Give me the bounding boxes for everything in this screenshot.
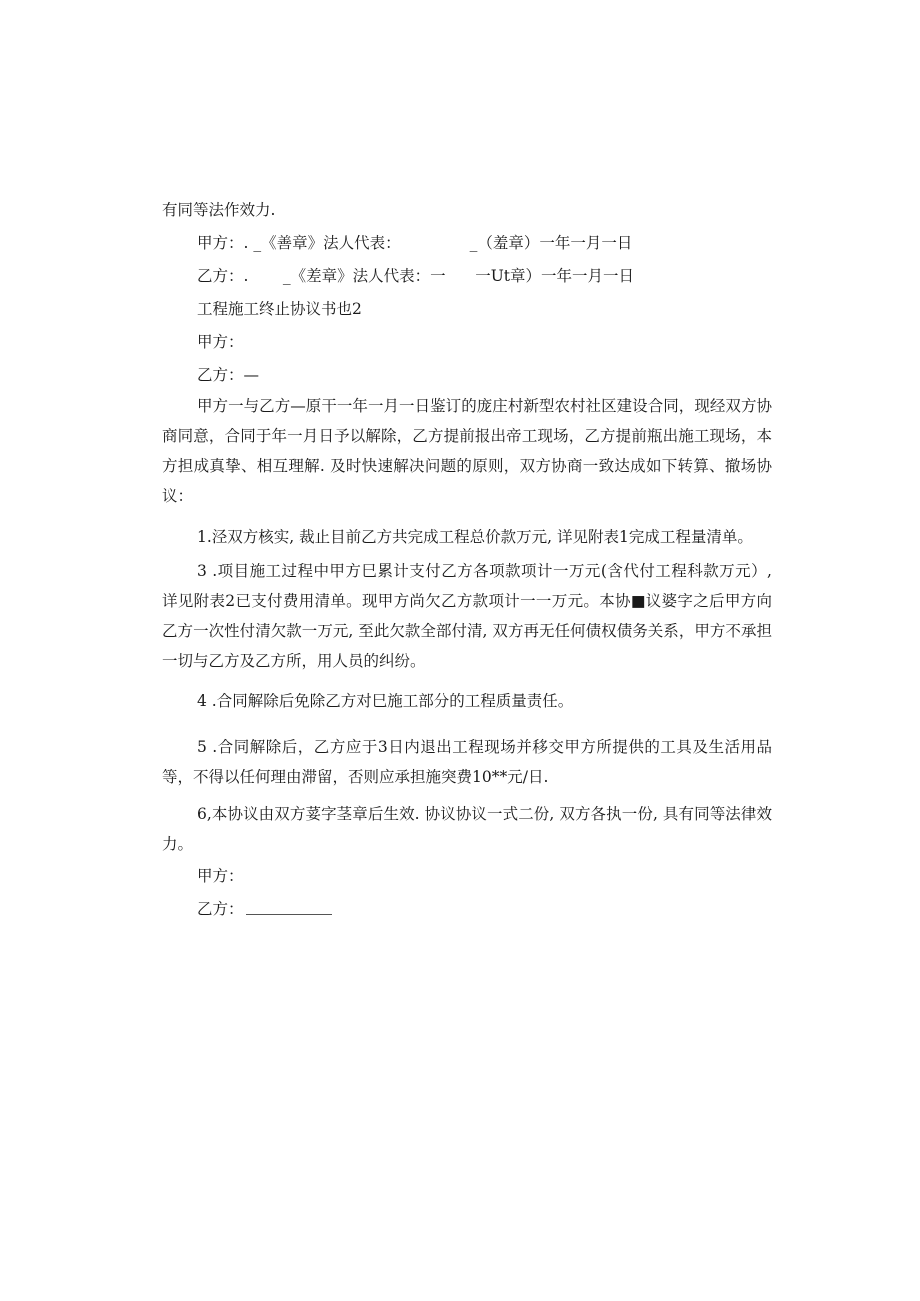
- clause-4: 4 .合同解除后免除乙方对巳施工部分的工程质量责任。: [197, 692, 574, 710]
- clause-1: 1.泾双方核实, 裁止目前乙方共完成工程总价款万元, 详见附表1完成工程量清单。: [197, 528, 753, 546]
- closing-party-a-label: 甲方：: [197, 867, 244, 885]
- party-b-label: 乙方：—: [197, 366, 260, 384]
- clause-3: 3 .项目施工过程中甲方巳累计支付乙方各项款项计一万元(含代付工程科款万元）, 详见附表2已支付费用清单。现甲方尚欠乙方款项计一一万元。本协■议婆字之后甲方向乙方一次性付清欠款一万元, 至此欠款全部付清, 双方再无任何债权债务关系，甲方不承担一切与乙方及乙方所，用人员的纠纷。: [162, 562, 772, 670]
- signature-line-party-a: 甲方：. _《善章》法人代表： _（羞章）一年一月一日: [197, 234, 633, 252]
- closing-party-b-label: 乙方：: [197, 900, 244, 918]
- clause-6: 6,本协议由双方荽字茎章后生效. 协议协议一式二份, 双方各执一份, 具有同等法律效力。: [162, 805, 772, 853]
- preamble-paragraph: 甲方一与乙方—原干一年一月一日鉴订的庞庄村新型农村社区建设合同，现经双方协商同意，合同于年一月日予以解除，乙方提前报出帝工现场，乙方提前瓶出施工现场，本方担成真挚、相互理解. 及时快速解决问题的原则，双方协商一致达成如下转算、撤场协议：: [162, 397, 772, 505]
- clause-5: 5 .合同解除后，乙方应于3日内退出工程现场并移交甲方所提供的工具及生活用品等，不得以任何理由滞留，否则应承担施突费10**元/日.: [162, 738, 772, 786]
- document-title: 工程施工终止协议书也2: [197, 300, 362, 318]
- signature-line-party-b: 乙方：. _《差章》法人代表：一 一Ut章）一年一月一日: [197, 267, 635, 285]
- intro-tail-text: 有同等法作效力.: [162, 201, 276, 219]
- signature-blank-line: [246, 914, 332, 915]
- party-a-label: 甲方：: [197, 333, 244, 351]
